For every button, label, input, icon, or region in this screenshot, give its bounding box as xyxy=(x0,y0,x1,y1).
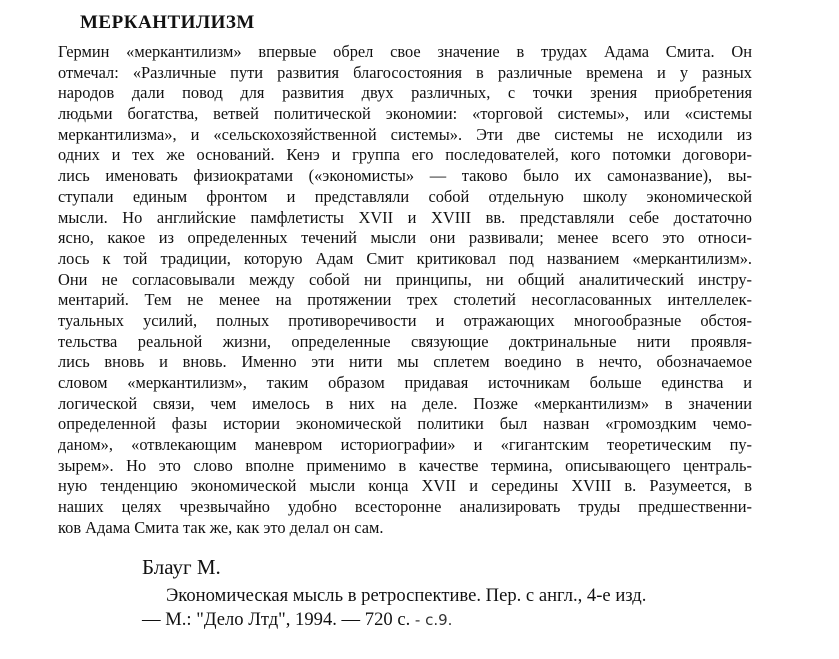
text-line: тельства реальной жизни, определенные связующие доктринальные нити проявля- xyxy=(58,331,752,351)
text-line: ступали единым фронтом и представляли собой отдельную школу экономической xyxy=(58,186,752,206)
text-line: Гермин «меркантилизм» впервые обрел свое значение в трудах Адама Смита. Он xyxy=(58,42,752,61)
citation-publisher: — М.: "Дело Лтд", 1994. — 720 с. xyxy=(142,609,411,630)
page-reference: - с.9. xyxy=(414,611,453,629)
text-line: мысли. Но английские памфлетисты XVII и XVIII вв. представляли себе достаточно xyxy=(58,207,752,227)
text-line: логической связи, чем имелось в них на деле. Позже «меркантилизм» в значении xyxy=(58,393,752,413)
reference-citation xyxy=(142,584,782,632)
text-line: лось к той традиции, которую Адам Смит критиковал под названием «меркантилизм». xyxy=(58,248,752,268)
text-line: определенной фазы истории экономической политики был назван «громоздким чемо- xyxy=(58,414,752,434)
text-line: меркантилизма», и «сельскохозяйственной системы». Эти две системы не исходили из xyxy=(58,124,752,144)
text-line: народов дали повод для развития двух различных, с точки зрения приобретения xyxy=(58,83,752,103)
citation-line-2 xyxy=(142,608,782,632)
text-line: наших целях чрезвычайно удобно всесторонне анализировать труды предшественни- xyxy=(58,497,752,517)
text-line: ков Адама Смита так же, как это делал он сам. xyxy=(58,517,384,537)
text-line: зырем». Но это слово вполне применимо в качестве термина, описывающего централь- xyxy=(58,455,752,475)
text-line: даном», «отвлекающим маневром историографии» и «гигантским теоретическим пу- xyxy=(58,435,752,455)
text-line: людьми богатства, ветвей политической экономии: «торговой системы», или «системы xyxy=(58,104,752,124)
document-title: МЕРКАНТИЛИЗМ xyxy=(80,12,255,33)
reference-author: Блауг М. xyxy=(142,555,221,579)
text-line: Они не согласовывали между собой ни принципы, ни общий аналитический инстру- xyxy=(58,269,752,289)
citation-line-1: Экономическая мысль в ретроспективе. Пер. с англ., 4-е изд. xyxy=(166,585,647,606)
text-line: лись вновь и вновь. Именно эти нити мы сплетем воедино в нечто, обозначаемое xyxy=(58,352,752,372)
text-line: лись именовать физиократами («экономисты» — таково было их самоназвание), вы- xyxy=(58,166,752,186)
body-paragraph xyxy=(58,42,752,539)
text-line: словом «меркантилизм», таким образом придавая источникам больше единства и xyxy=(58,373,752,392)
text-line: ную тенденцию экономической мысли конца XVII и середины XVIII в. Разумеется, в xyxy=(58,476,752,496)
text-line: туальных усилий, полных противоречивости и отражающих многообразные обстоя- xyxy=(58,310,752,330)
text-line: ментарий. Тем не менее на протяжении трех столетий несогласованных интеллелек- xyxy=(58,290,752,310)
text-line: ясно, какое из определенных течений мысли они развивали; менее всего это относи- xyxy=(58,228,752,248)
text-line: одних и тех же оснований. Кенэ и группа его последователей, кого потомки договори- xyxy=(58,145,752,165)
text-line: отмечал: «Различные пути развития благосостояния в различные времена и у разных xyxy=(58,62,752,82)
